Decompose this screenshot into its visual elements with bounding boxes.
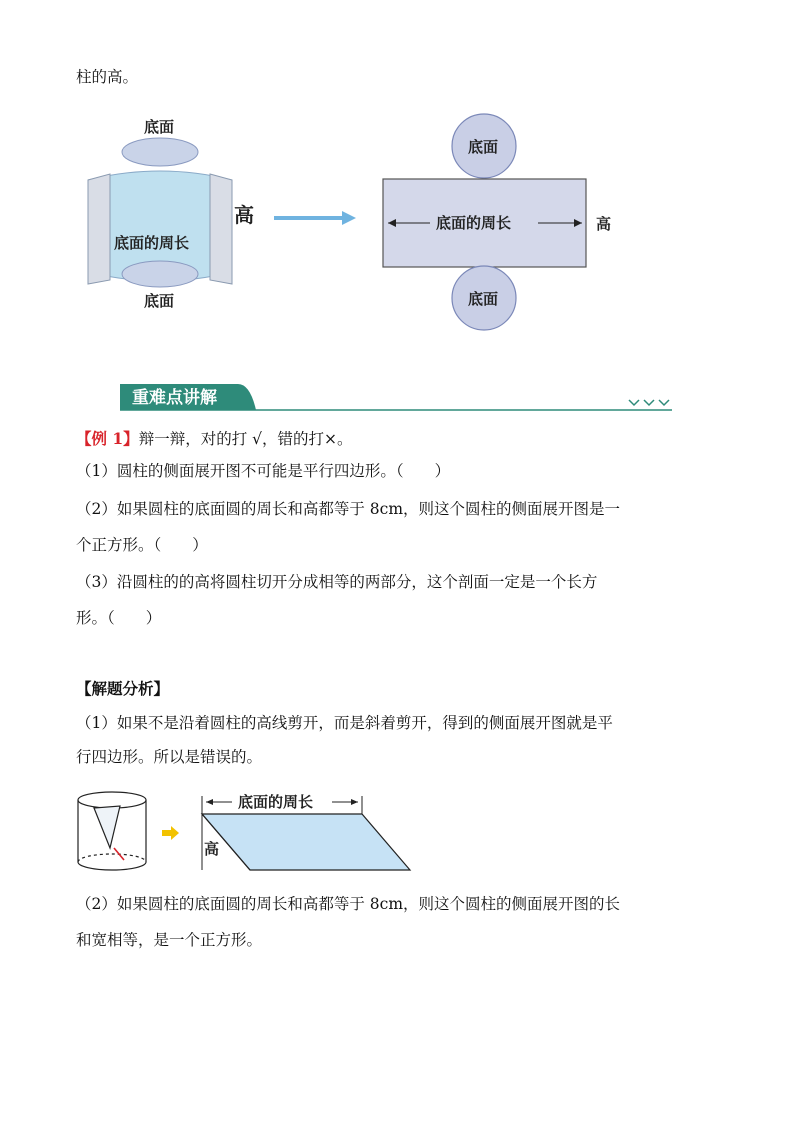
right-flap: [210, 174, 232, 284]
parallelogram-height-label: 高: [204, 840, 220, 858]
cylinder-net-figure: [70, 112, 630, 342]
question-3-line-1: （3）沿圆柱的的高将圆柱切开分成相等的两部分，这个剖面一定是一个长方: [76, 573, 598, 591]
slanted-cut-figure: [74, 788, 414, 878]
section-banner: [120, 382, 676, 412]
question-3-line-2: 形。（ ）: [76, 609, 162, 627]
base-bottom-label: 底面: [144, 292, 175, 310]
cylinder-net: [383, 114, 611, 330]
cylinder-sketch: [78, 792, 146, 870]
net-top-label: 底面: [468, 138, 499, 156]
opened-cylinder-illustration: [88, 118, 254, 310]
example-prompt: 辩一辩，对的打 √，错的打×。: [138, 430, 353, 448]
analysis-1-line-2: 行四边形。所以是错误的。: [76, 748, 263, 766]
analysis-2-line-2: 和宽相等，是一个正方形。: [76, 931, 263, 949]
analysis-2-line-1: （2）如果圆柱的底面圆的周长和高都等于 8cm，则这个圆柱的侧面展开图的长: [76, 895, 621, 913]
example-heading: [76, 428, 352, 450]
side-surface-label: 底面的周长: [114, 234, 190, 252]
transform-arrow: [274, 211, 356, 225]
parallelogram-net: [202, 793, 410, 870]
net-rect-label: 底面的周长: [436, 214, 512, 232]
net-height-label: 高: [596, 215, 612, 233]
analysis-1-line-1: （1）如果不是沿着圆柱的高线剪开，而是斜着剪开，得到的侧面展开图就是平: [76, 714, 613, 732]
net-bottom-label: 底面: [468, 290, 499, 308]
cylinder-height-label: 高: [234, 203, 254, 227]
bottom-base-ellipse: [122, 261, 198, 287]
question-1: （1）圆柱的侧面展开图不可能是平行四边形。（ ）: [76, 462, 451, 480]
example-tag: 【例 1】: [76, 429, 139, 448]
question-2-line-1: （2）如果圆柱的底面圆的周长和高都等于 8cm，则这个圆柱的侧面展开图是一: [76, 500, 621, 518]
section-banner-title: 重难点讲解: [132, 388, 217, 408]
intro-text: 柱的高。: [76, 68, 139, 86]
left-flap: [88, 174, 110, 284]
analysis-heading: 【解题分析】: [76, 679, 170, 698]
top-base-ellipse: [122, 138, 198, 166]
base-top-label: 底面: [144, 118, 175, 136]
parallelogram-top-label: 底面的周长: [238, 793, 314, 811]
chevrons-icon: [629, 400, 669, 405]
yellow-arrow-icon: [162, 826, 179, 840]
question-2-line-2: 个正方形。（ ）: [76, 536, 208, 554]
